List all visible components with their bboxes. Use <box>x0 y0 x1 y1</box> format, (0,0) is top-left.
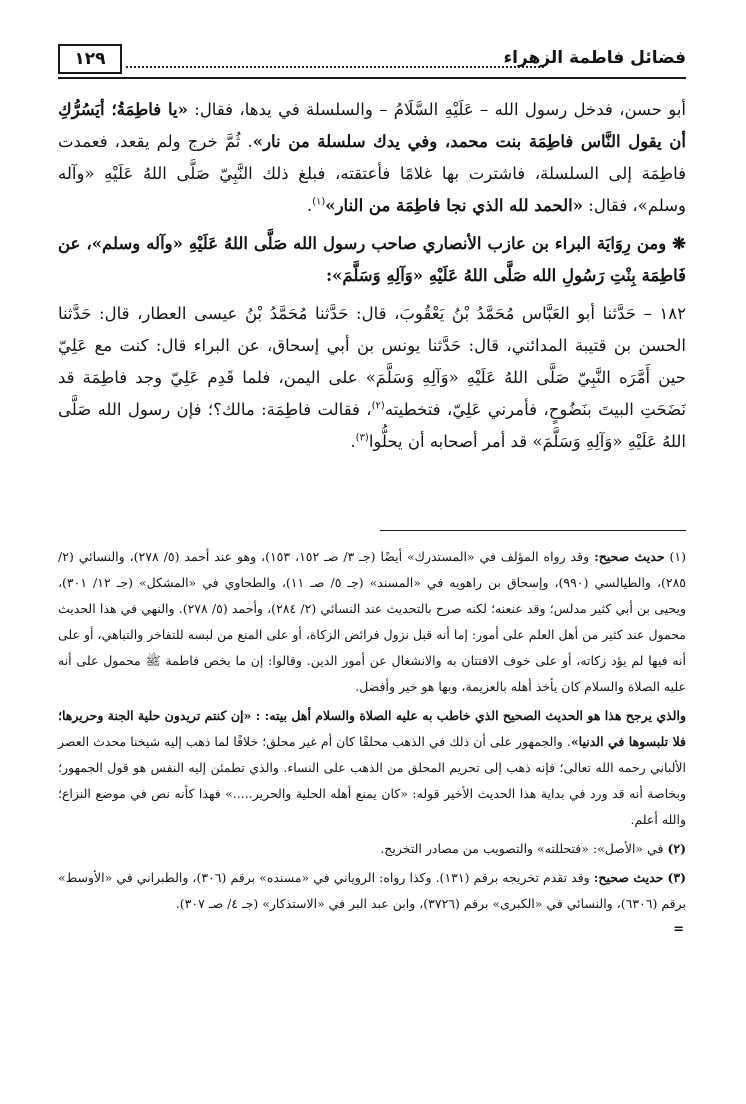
footnote-ref-3[interactable]: (٣) <box>355 432 369 444</box>
text-segment: أبو حسن، فدخل رسول الله – عَلَيْهِ السَّلَامُ – والسلسلة في يدها، فقال: <box>187 100 686 119</box>
footnote-number: (٢) <box>667 841 686 856</box>
text-segment: . ثُمَّ خرج ولم يقعد، فعمدت فاطِمَة إلى السلسلة، فاشترت بها غلامًا فأعتقته، فبلغ ذلك النَّبِيّ صَلَّى اللهُ عَلَيْهِ «وآله وسلم»، فقال: <box>58 132 686 215</box>
footnote-3 <box>58 865 686 917</box>
footnotes <box>58 544 686 943</box>
section-heading-bara-narration: ❋ ومن رِوَايَة البراء بن عازب الأنصاري صاحب رسول الله صَلَّى اللهُ عَلَيْهِ «وآله وسلم»، عن فَاطِمَة بِنْتِ رَسُولِ الله صَلَّى اللهُ عَلَيْهِ «وَآلِهِ وَسَلَّمَ»: <box>58 234 686 285</box>
footnote-1 <box>58 544 686 700</box>
footnote-grade: حديث صحيح: <box>594 549 665 564</box>
page-title: فضائل فاطمة الزهراء <box>503 48 686 68</box>
main-text <box>58 94 686 464</box>
prophet-quote: «يا فاطِمَةُ؛ أيَسُرُّكِ أن يقول النَّاس فاطِمَة بنت محمد، وفي يدك سلسلة من نار» <box>58 100 686 151</box>
text-segment: . <box>350 432 356 451</box>
footnote-emphasis: والذي يرجح هذا هو الحديث الصحيح الذي خاطب به عليه الصلاة والسلام أهل بيته: : «إن كنتم تريدون حلية الجنة وحريرها؛ فلا تلبسوها في الدنيا» <box>58 708 686 749</box>
paragraph-hadith-continuation <box>58 94 686 222</box>
page-number: ١٢٩ <box>58 44 122 74</box>
footnote-number: (١) <box>669 549 687 564</box>
footnote-separator <box>380 530 686 531</box>
footnote-text: وقد تقدم تخريجه برقم (١٣١). وكذا رواه: الروياني في «مسنده» برقم (٣٠٦)، والطبراني في «الأوسط» برقم (٦٣٠٦)، والنسائي في «الكبرى» برقم (٣٧٢٦)، وابن عبد البر في «الاستذكار» (جـ ٤/ صـ ٣٠٧). <box>58 870 686 911</box>
footnote-1-continuation <box>58 703 686 833</box>
footnote-2 <box>58 836 686 862</box>
text-segment: ، فقالت فاطِمَة: مالك؟؛ فإن رسول الله صَلَّى اللهُ عَلَيْهِ «وَآلِهِ وَسَلَّمَ» قد أمر أصحابه أن يحلُّوا <box>58 400 686 451</box>
text-segment: . <box>306 196 313 215</box>
footnote-ref-2[interactable]: (٢) <box>371 400 385 412</box>
footnote-text: . والجمهور على أن ذلك في الذهب محلقًا كان أم غير محلق؛ خلافًا لما ذهب إليه شيخنا محدث العصر الألباني رحمه الله تعالى؛ فإنه ذهب إلى تحريم المحلق من الذهب على النساء. والذي تطمئن إليه النفس هو قول الجمهور؛ وبخاصة أنه قد ورد في بداية هذا الحديث الأخير قوله: «كان يمنع أهله الحلية والحرير.....» فهذا كأنه نص في موضع النزاع؛ والله أعلم. <box>58 734 686 827</box>
prophet-quote: «الحمد لله الذي نجا فاطِمَة من النار» <box>325 196 584 215</box>
footnote-number: (٣) <box>667 870 687 885</box>
header-dotted-rule <box>126 66 544 68</box>
page-header <box>58 44 686 82</box>
footnote-ref-1[interactable]: (١) <box>312 196 326 208</box>
hadith-182 <box>58 298 686 458</box>
footnote-text: في «الأصل»: «فتحللته» والتصويب من مصادر التخريج. <box>380 841 668 856</box>
footnote-grade: حديث صحيح: <box>593 870 664 885</box>
footnote-text: وقد رواه المؤلف في «المستدرك» أيضًا (جـ ٣/ صـ ١٥٢، ١٥٣)، وهو عند أحمد (٥/ ٢٧٨)، والنسائي (٢/ ٢٨٥)، والطيالسي (٩٩٠)، وإسحاق بن راهويه في «المسند» (جـ ٥/ صـ ١١)، والطحاوي في «المشكل» (جـ ١٢/ ٣٠١)، ويحيى بن أبي كثير مدلس؛ وقد عنعنه؛ لكنه صرح بالتحديث عند النسائي (٢/ ٢٨٤)، وأحمد (٥/ ٢٧٨). والنهي في هذا الحديث محمول عند كثير من أهل العلم على أمور: إما أنه قبل نزول فرائض الزكاة، أو على المنع من لبسه للتفاخر والتباهي، أو على أنه فيها لم يؤد زكاته، أو على خوف الافتتان به والانشغال عن أمور الدين. وقالوا: إن ما يخص فاطمة ﷺ محمول على أنه عليه الصلاة والسلام كان يأخذ أهله بالعزيمة، وبها هو خير وأفضل. <box>58 549 687 694</box>
continuation-mark: = <box>673 922 684 937</box>
text-segment: ١٨٢ – حَدَّثنا أبو العَبَّاس مُحَمَّدُ بْنُ يَعْقُوبَ، قال: حَدَّثنا مُحَمَّدُ بْنُ عيسى العطار، قال: حَدَّثنا الحسن بن قتيبة المدائني، قال: حَدَّثنا يونس بن أبي إسحاق، عن البراء قال: كنت مع عَلِيّ حين أَمَّرَه النَّبِيّ صَلَّى اللهُ عَلَيْهِ «وَآلِهِ وَسَلَّمَ» على اليمن، فلما قَدِم عَلِيّ وجد فاطِمَة قد نَضَحَتِ البيتَ بنَضُوحٍ، فأمرني عَلِيّ، فتخطيته <box>58 304 686 419</box>
header-underline <box>58 77 686 79</box>
